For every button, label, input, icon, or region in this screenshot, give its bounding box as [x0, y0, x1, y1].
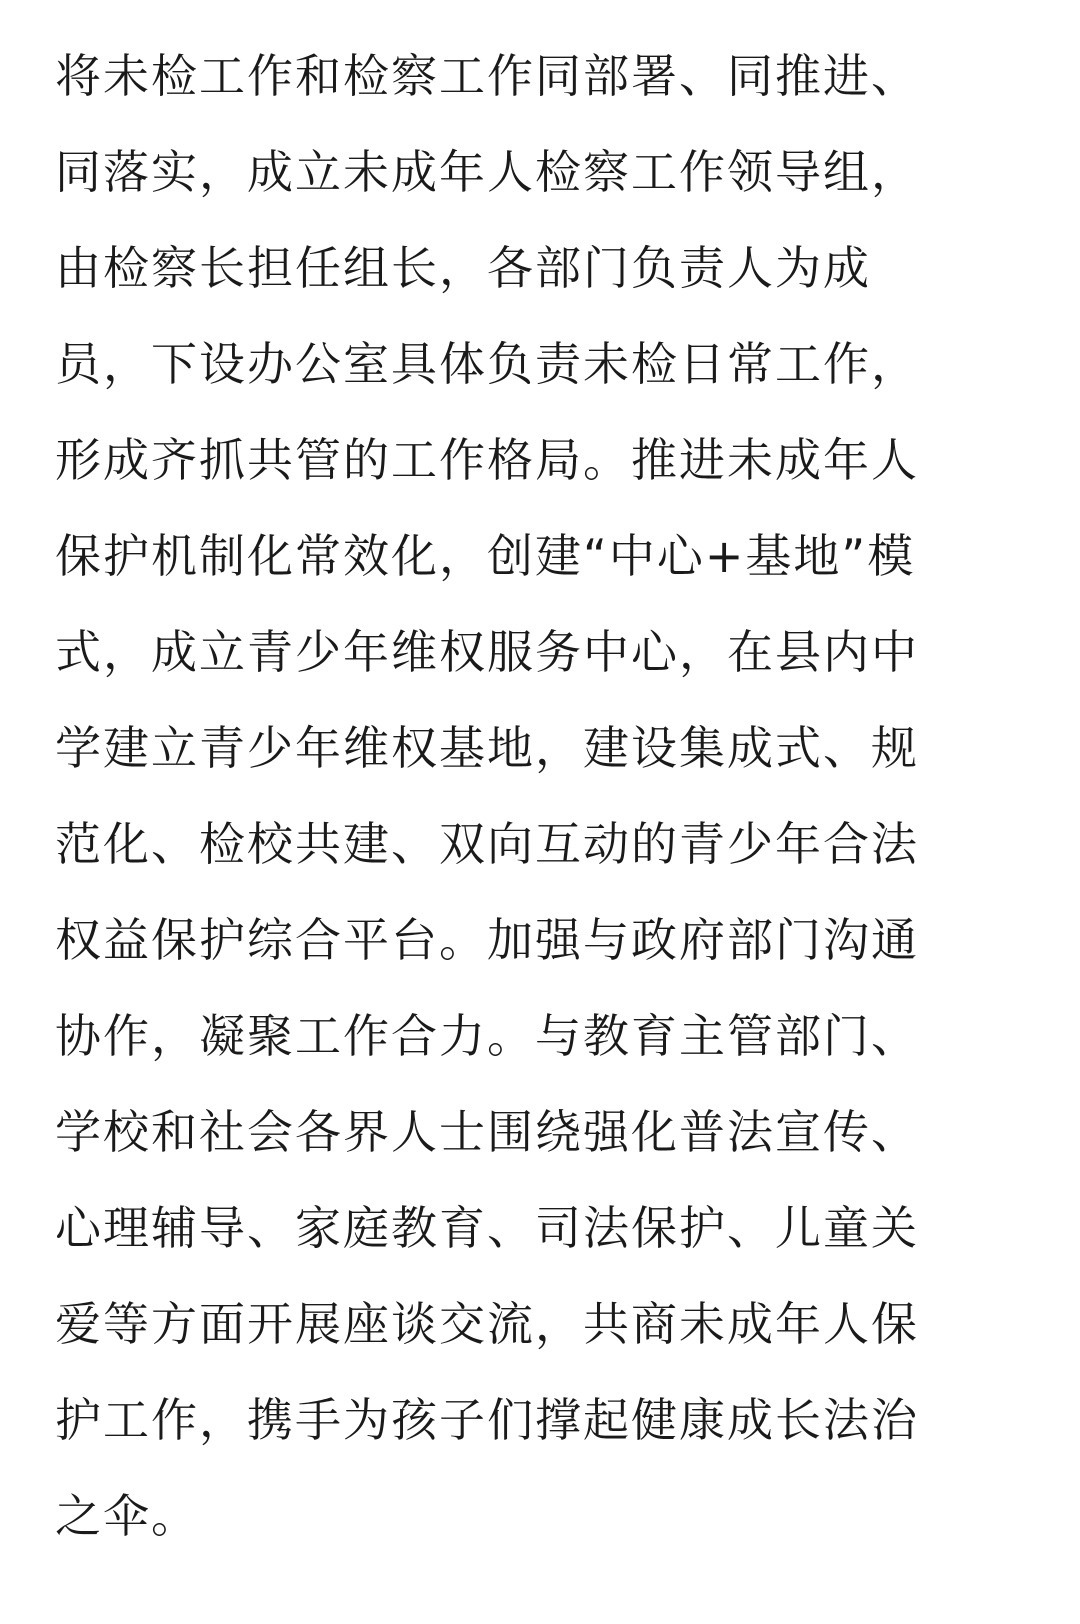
text-line: 形成齐抓共管的工作格局。推进未成年人: [55, 433, 919, 487]
text-line: 由检察长担任组长，各部门负责人为成: [55, 241, 871, 295]
text-line: 学建立青少年维权基地，建设集成式、规: [55, 721, 919, 775]
text-line: 保护机制化常效化，创建“中心+基地”模: [55, 529, 916, 583]
text-line: 之伞。: [55, 1489, 199, 1543]
text-line: 范化、检校共建、双向互动的青少年合法: [55, 817, 919, 871]
text-line: 协作，凝聚工作合力。与教育主管部门、: [55, 1009, 919, 1063]
text-line: 心理辅导、家庭教育、司法保护、儿童关: [55, 1201, 919, 1255]
article-body: [55, 28, 1025, 1564]
text-line: 爱等方面开展座谈交流，共商未成年人保: [55, 1297, 919, 1351]
text-line: 将未检工作和检察工作同部署、同推进、: [55, 49, 919, 103]
text-line: 权益保护综合平台。加强与政府部门沟通: [55, 913, 919, 967]
text-line: 学校和社会各界人士围绕强化普法宣传、: [55, 1105, 919, 1159]
text-line: 员，下设办公室具体负责未检日常工作，: [55, 337, 919, 391]
text-line: 同落实，成立未成年人检察工作领导组，: [55, 145, 919, 199]
text-line: 护工作，携手为孩子们撑起健康成长法治: [55, 1393, 919, 1447]
text-line: 式，成立青少年维权服务中心，在县内中: [55, 625, 919, 679]
